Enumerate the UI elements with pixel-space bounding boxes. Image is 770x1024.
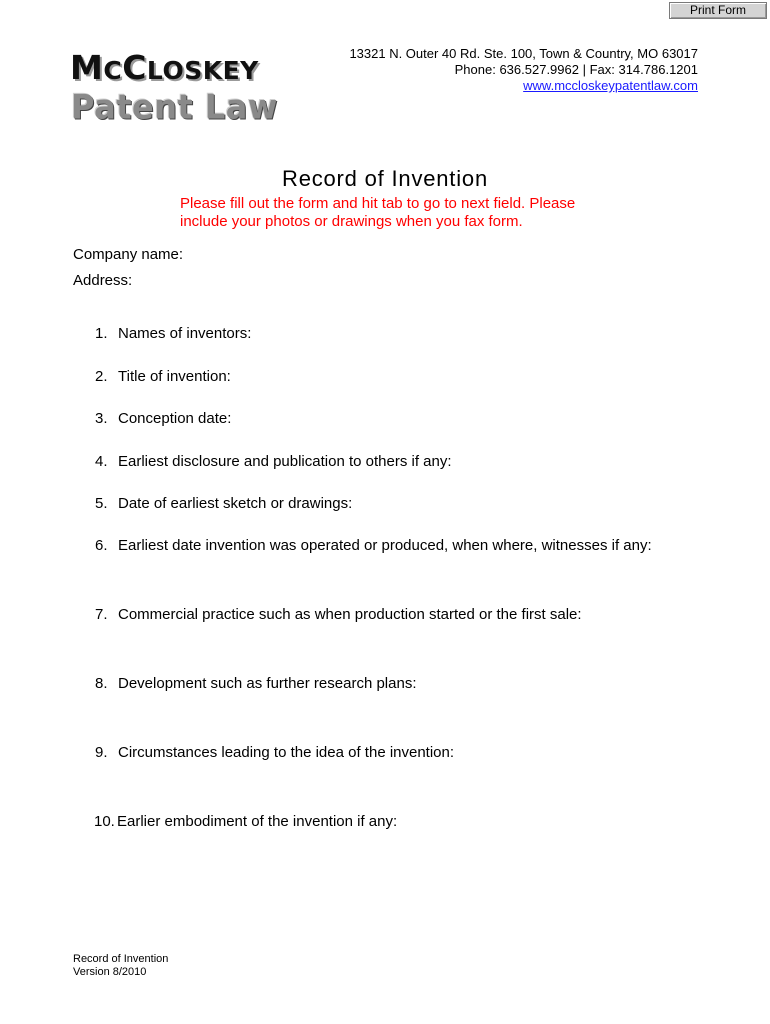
question-1: 1. Names of inventors: bbox=[95, 325, 252, 342]
print-form-button[interactable]: Print Form bbox=[669, 2, 767, 19]
company-name-label: Company name: bbox=[73, 246, 184, 263]
logo-name: MCCLOSKEY bbox=[70, 48, 259, 87]
contact-block bbox=[349, 46, 698, 94]
instructions-line-1: Please fill out the form and hit tab to go to next field. Please bbox=[180, 195, 576, 212]
address-label: Address: bbox=[73, 272, 133, 289]
question-6: 6. Earliest date invention was operated or produced, when where, witnesses if any: bbox=[95, 537, 652, 554]
question-2: 2. Title of invention: bbox=[95, 368, 231, 385]
logo-subtitle: Patent Law bbox=[71, 87, 278, 127]
question-8: 8. Development such as further research plans: bbox=[95, 675, 417, 692]
question-5: 5. Date of earliest sketch or drawings: bbox=[95, 495, 353, 512]
instructions-line-2: include your photos or drawings when you fax form. bbox=[180, 213, 523, 230]
form-instructions bbox=[180, 195, 600, 231]
footer-version: Version 8/2010 bbox=[73, 966, 147, 978]
question-7: 7. Commercial practice such as when production started or the first sale: bbox=[95, 606, 582, 623]
website-link[interactable]: www.mccloskeypatentlaw.com bbox=[523, 78, 698, 93]
form-title: Record of Invention bbox=[282, 166, 488, 191]
footer-title: Record of Invention bbox=[73, 953, 169, 965]
contact-phone-fax: Phone: 636.527.9962 | Fax: 314.786.1201 bbox=[454, 62, 698, 77]
page-footer bbox=[73, 953, 168, 979]
company-logo bbox=[70, 48, 310, 130]
contact-address: 13321 N. Outer 40 Rd. Ste. 100, Town & Country, MO 63017 bbox=[349, 46, 698, 61]
question-4: 4. Earliest disclosure and publication to others if any: bbox=[95, 453, 452, 470]
question-3: 3. Conception date: bbox=[95, 410, 232, 427]
question-9: 9. Circumstances leading to the idea of the invention: bbox=[95, 744, 455, 761]
question-10: 10. Earlier embodiment of the invention if any: bbox=[94, 813, 398, 830]
